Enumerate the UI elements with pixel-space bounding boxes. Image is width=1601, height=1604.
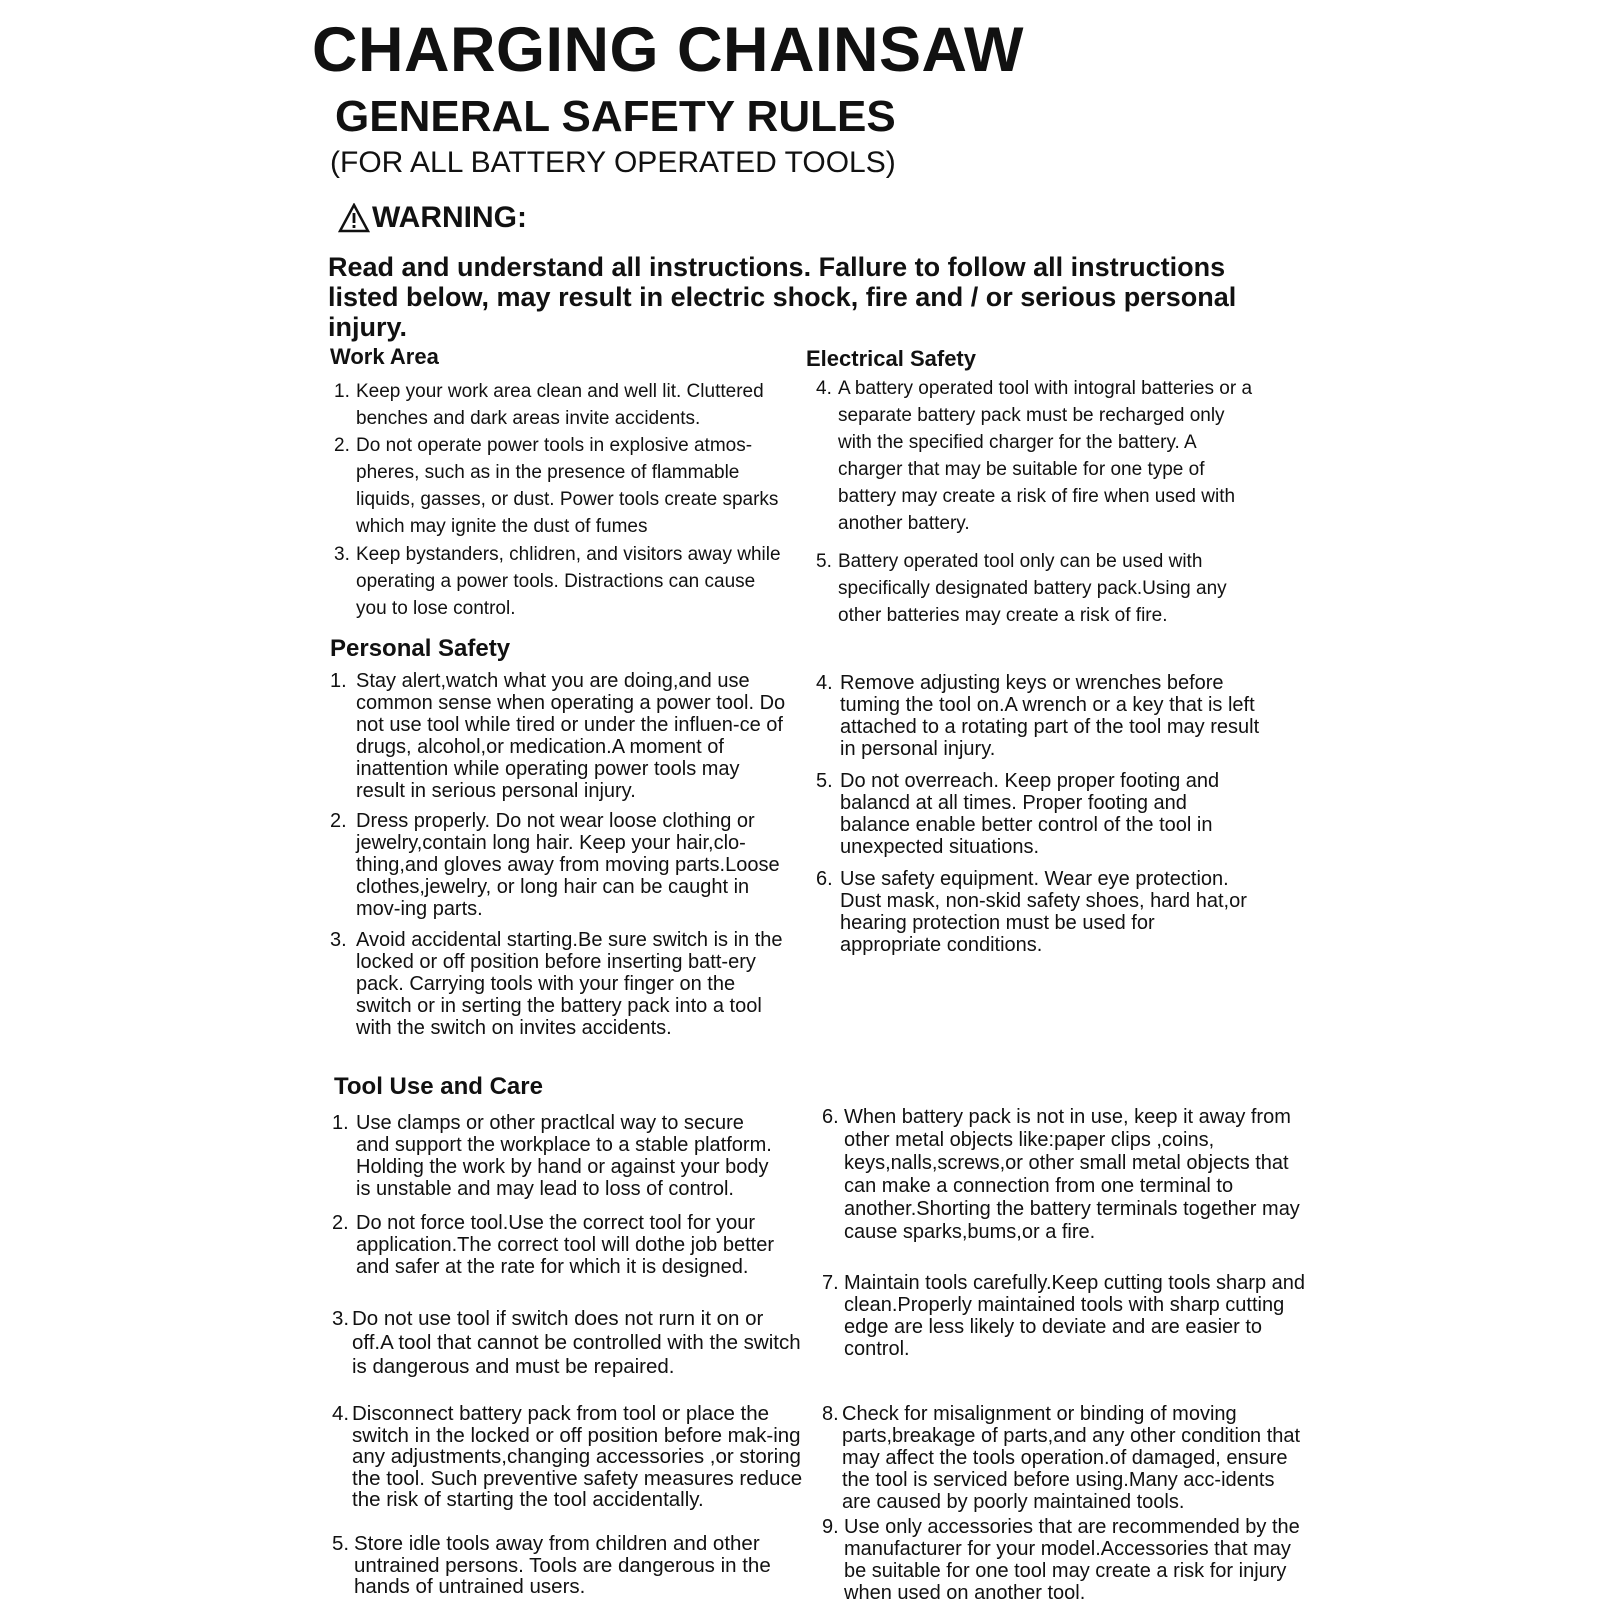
personal-safety-heading: Personal Safety (330, 635, 511, 662)
item-number: 3. (330, 929, 347, 951)
item-text: Use clamps or other practlcal way to secure and support the workplace to a stable platform. Holding the work by hand or against your body is unstable and may lead to loss of control. (356, 1112, 772, 1200)
personal-safety-item (816, 770, 1261, 858)
item-text: Do not use tool if switch does not rurn it on or off.A tool that cannot be controlled with the switch is dangerous and must be repaired. (352, 1307, 801, 1378)
electrical-safety-item (816, 548, 1241, 629)
tool-use-item (332, 1533, 794, 1598)
item-text: Stay alert,watch what you are doing,and use common sense when operating a power tool. Do not use tool while tired or under the influen-ce of drugs, alcohol,or medication.A moment of inattention while operating power tools may result in serious personal injury. (356, 670, 786, 802)
item-text: Do not operate power tools in explosive atmos-pheres, such as in the presence of flammable liquids, gasses, or dust. Power tools create sparks which may ignite the dust of fumes (356, 435, 779, 537)
item-text: Remove adjusting keys or wrenches before tuming the tool on.A wrench or a key that is left attached to a rotating part of the tool may result in personal injury. (840, 672, 1260, 760)
item-number: 1. (332, 1112, 349, 1134)
work-area-item (334, 541, 784, 622)
warning-triangle-icon (338, 203, 370, 233)
item-number: 5. (816, 551, 832, 572)
personal-safety-item (330, 929, 788, 1039)
item-number: 5. (816, 770, 833, 792)
item-number: 1. (330, 670, 347, 692)
item-number: 2. (330, 810, 347, 832)
work-area-item (334, 378, 794, 432)
item-text: Use only accessories that are recommended by the manufacturer for your model.Accessories that may be suitable for one tool may create a risk for injury when used on another tool. (844, 1516, 1300, 1604)
subtitle-note: (FOR ALL BATTERY OPERATED TOOLS) (330, 146, 896, 179)
tool-use-item (822, 1106, 1308, 1244)
item-number: 4. (816, 672, 833, 694)
tool-use-item (332, 1307, 802, 1379)
item-text: Avoid accidental starting.Be sure switch is in the locked or off position before inserting batt-ery pack. Carrying tools with your finger on the switch or in serting the battery pack into a tool with the switch on invites accidents. (356, 929, 783, 1039)
item-text: Do not overreach. Keep proper footing and balancd at all times. Proper footing and balance enable better control of the tool in unexpected situations. (840, 770, 1220, 858)
item-text: Do not force tool.Use the correct tool for your application.The correct tool will dothe job better and safer at the rate for which it is designed. (356, 1212, 775, 1278)
item-text: Disconnect battery pack from tool or place the switch in the locked or off position before mak-ing any adjustments,changing accessories ,or storing the tool. Such preventive safety measures reduce the risk of starting the tool accidentally. (352, 1402, 803, 1511)
item-number: 3. (334, 544, 350, 565)
tool-use-item (332, 1403, 814, 1511)
electrical-safety-heading: Electrical Safety (806, 346, 976, 371)
item-text: Maintain tools carefully.Keep cutting tools sharp and clean.Properly maintained tools with sharp cutting edge are less likely to deviate and are easier to control. (844, 1272, 1306, 1360)
electrical-safety-item (816, 375, 1256, 537)
item-text: When battery pack is not in use, keep it away from other metal objects like:paper clips ,coins, keys,nalls,screws,or other small metal objects that can make a connection from one terminal to another.Shorting the battery terminals together may cause sparks,bums,or a fire. (844, 1106, 1300, 1243)
tool-use-item (332, 1112, 780, 1200)
personal-safety-item (330, 810, 788, 920)
page-title: CHARGING CHAINSAW (312, 15, 1024, 85)
item-text: Use safety equipment. Wear eye protection. Dust mask, non-skid safety shoes, hard hat,or hearing protection must be used for appropriate conditions. (840, 868, 1247, 956)
warning-label: WARNING: (372, 201, 527, 234)
work-area-item (334, 432, 794, 540)
tool-use-item (822, 1403, 1308, 1513)
item-text: Keep bystanders, chlidren, and visitors away while operating a power tools. Distractions can cause you to lose control. (356, 544, 781, 619)
warning-heading (338, 201, 527, 235)
item-number: 4. (332, 1402, 350, 1425)
tool-use-item (822, 1272, 1308, 1360)
item-text: A battery operated tool with intogral batteries or a separate battery pack must be recharged only with the specified charger for the battery. A charger that may be suitable for one type of battery may create a risk of fire when used with another battery. (838, 378, 1253, 534)
tool-use-item (822, 1516, 1308, 1604)
item-text: Battery operated tool only can be used with specifically designated battery pack.Using any other batteries may create a risk of fire. (838, 551, 1227, 626)
item-number: 4. (816, 378, 832, 399)
item-text: Dress properly. Do not wear loose clothing or jewelry,contain long hair. Keep your hair,clo-thing,and gloves away from moving parts.Loose clothes,jewelry, or long hair can be caught in mov-ing parts. (356, 810, 780, 920)
item-number: 8. (822, 1403, 839, 1425)
personal-safety-item (330, 670, 788, 802)
item-number: 6. (816, 868, 833, 890)
item-number: 2. (332, 1212, 349, 1234)
personal-safety-item (816, 868, 1261, 956)
personal-safety-item (816, 672, 1261, 760)
item-number: 6. (822, 1106, 839, 1128)
item-number: 2. (334, 435, 350, 456)
warning-intro: Read and understand all instructions. Fallure to follow all instructions listed below, may result in electric shock, fire and / or serious personal injury. (328, 252, 1237, 342)
tool-use-heading: Tool Use and Care (334, 1073, 543, 1100)
item-number: 5. (332, 1532, 350, 1555)
item-number: 1. (334, 381, 350, 402)
item-text: Check for misalignment or binding of moving parts,breakage of parts,and any other condition that may affect the tools operation.of damaged, ensure the tool is serviced before using.Many acc-idents are caused by poorly maintained tools. (842, 1403, 1301, 1513)
tool-use-item (332, 1212, 780, 1278)
item-text: Keep your work area clean and well lit. Cluttered benches and dark areas invite accidents. (356, 381, 764, 429)
item-number: 9. (822, 1516, 839, 1538)
section-title: GENERAL SAFETY RULES (335, 92, 896, 141)
item-number: 3. (332, 1307, 350, 1330)
work-area-heading: Work Area (330, 344, 439, 369)
item-number: 7. (822, 1272, 839, 1294)
item-text: Store idle tools away from children and other untrained persons. Tools are dangerous in the hands of untrained users. (354, 1532, 771, 1598)
